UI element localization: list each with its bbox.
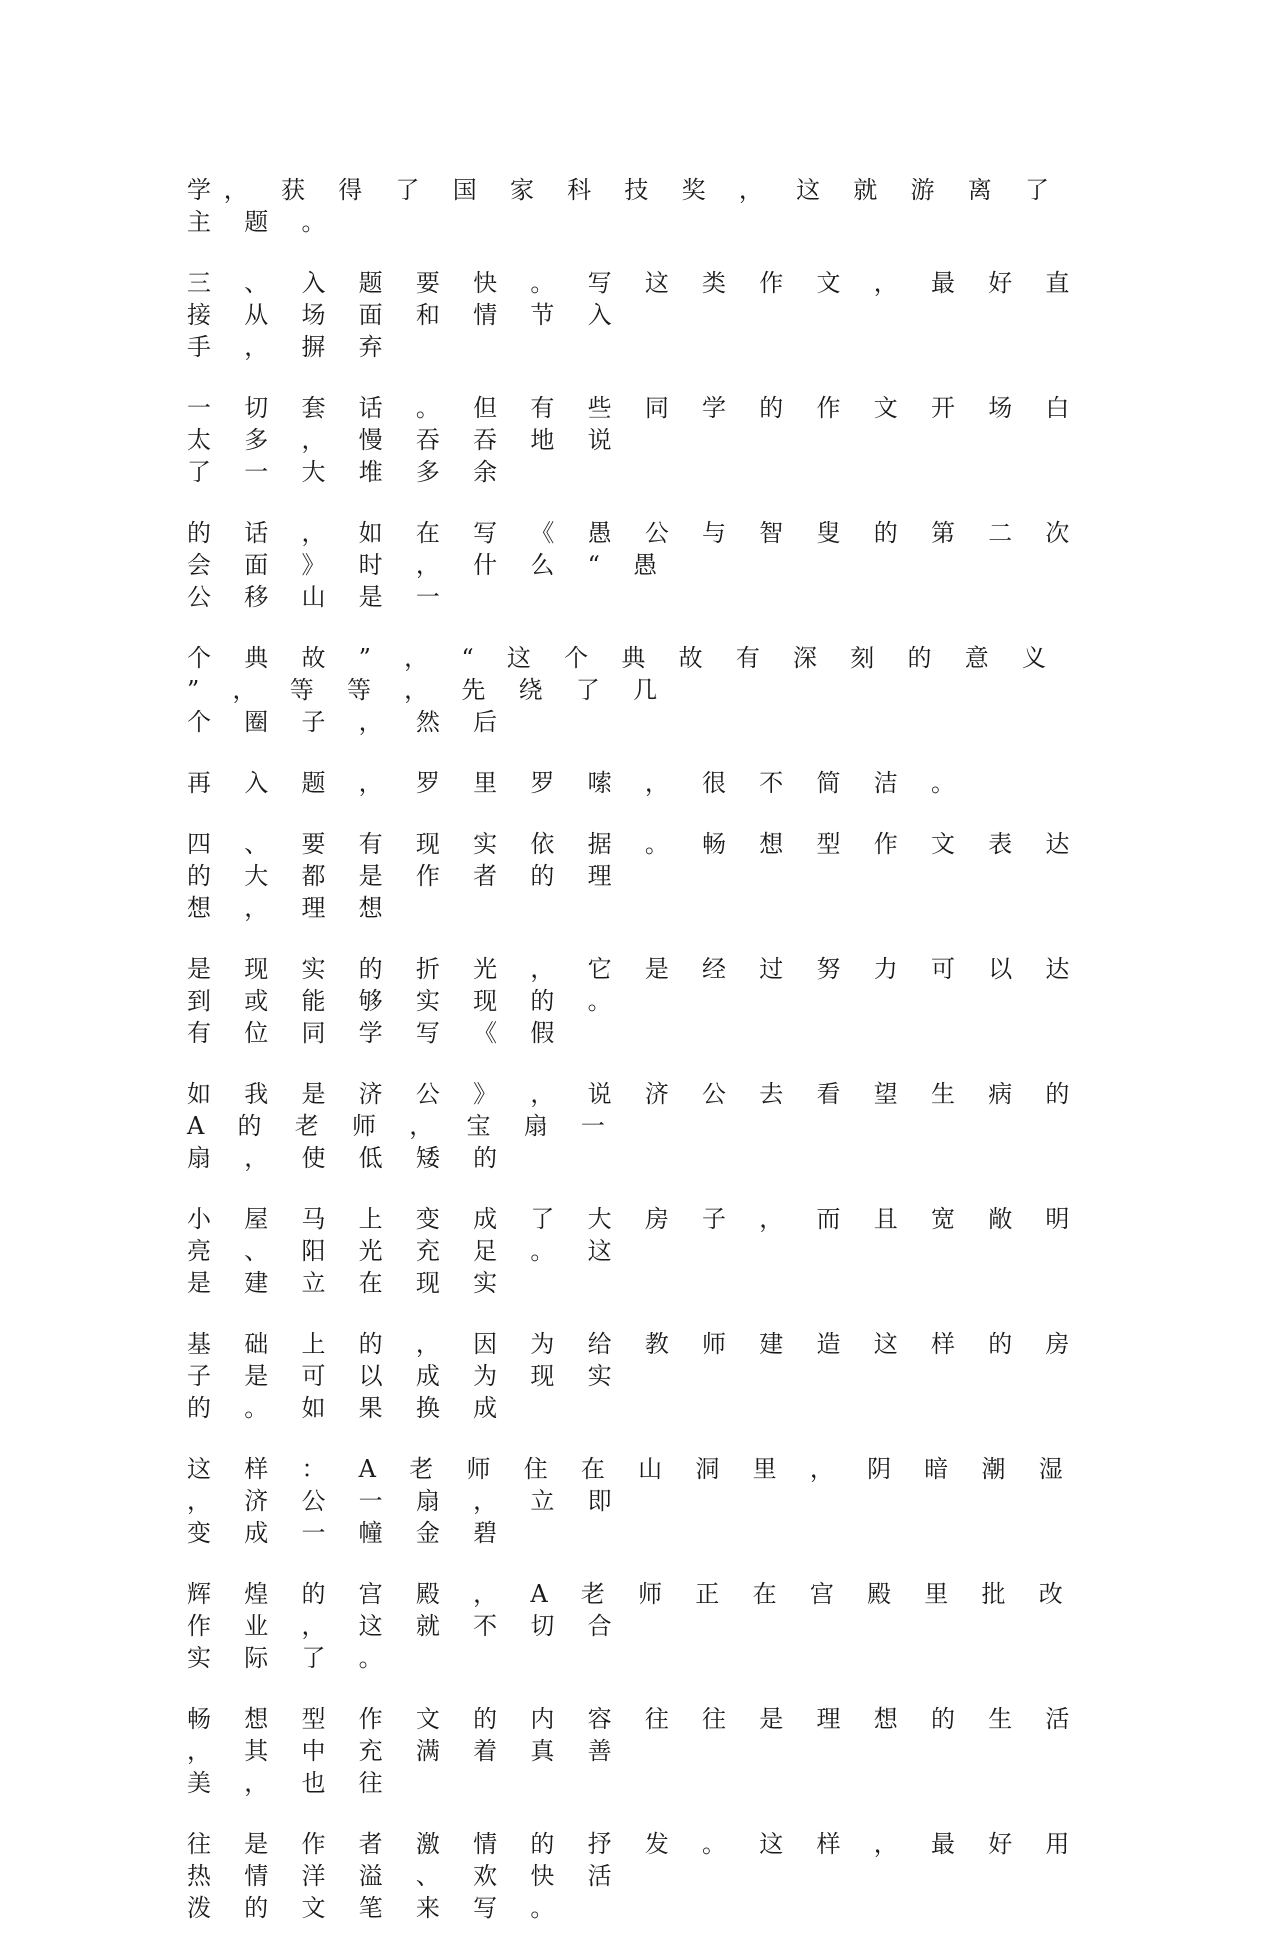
paragraph-13: 辉 煌 的 宫 殿 ， A 老 师 正 在 宫 殿 里 批 改 作 业 ， 这 就 不 切 合 实 际 了 。	[187, 1580, 1076, 1672]
paragraph-7: 四 、 要 有 现 实 依 据 。 畅 想 型 作 文 表 达 的 大 都 是 作 者 的 理 想 ， 理 想	[187, 830, 1083, 922]
paragraph-11: 基 础 上 的 ， 因 为 给 教 师 建 造 这 样 的 房 子 是 可 以 成 为 现 实 的 。 如 果 换 成	[187, 1330, 1083, 1422]
paragraph-3: 一 切 套 话 。 但 有 些 同 学 的 作 文 开 场 白 太 多 ， 慢 吞 吞 地 说 了 一 大 堆 多 余	[187, 394, 1083, 486]
paragraph-14: 畅 想 型 作 文 的 内 容 往 往 是 理 想 的 生 活 ， 其 中 充 满 着 真 善 美 ， 也 往	[187, 1705, 1083, 1797]
paragraph-12: 这 样 ： A 老 师 住 在 山 洞 里 ， 阴 暗 潮 湿 ， 济 公 一 扇 ， 立 即 变 成 一 幢 金 碧	[187, 1455, 1076, 1547]
paragraph-1: 学， 获 得 了 国 家 科 技 奖 ， 这 就 游 离 了 主 题 。	[187, 176, 1083, 236]
paragraph-10: 小 屋 马 上 变 成 了 大 房 子 ， 而 且 宽 敞 明 亮 、 阳 光 充 足 。 这 是 建 立 在 现 实	[187, 1205, 1083, 1297]
paragraph-8: 是 现 实 的 折 光 ， 它 是 经 过 努 力 可 以 达 到 或 能 够 实 现 的 。 有 位 同 学 写 《 假	[187, 955, 1083, 1047]
document-body	[187, 174, 1087, 1953]
paragraph-5: 个 典 故 ” ， “ 这 个 典 故 有 深 刻 的 意 义 ” ， 等 等 ， 先 绕 了 几 个 圈 子 ， 然 后	[187, 644, 1059, 736]
paragraph-9: 如 我 是 济 公 》 ， 说 济 公 去 看 望 生 病 的 A 的 老 师 ， 宝 扇 一 扇 ， 使 低 矮 的	[187, 1080, 1083, 1172]
paragraph-15: 往 是 作 者 激 情 的 抒 发 。 这 样 ， 最 好 用 热 情 洋 溢 、 欢 快 活 泼 的 文 笔 来 写 。	[187, 1830, 1083, 1922]
paragraph-2: 三 、 入 题 要 快 。 写 这 类 作 文 ， 最 好 直 接 从 场 面 和 情 节 入 手 ， 摒 弃	[187, 269, 1083, 361]
paragraph-4: 的 话 ， 如 在 写 《 愚 公 与 智 叟 的 第 二 次 会 面 》 时 ， 什 么 “ 愚 公 移 山 是 一	[187, 519, 1083, 611]
paragraph-6: 再 入 题 ， 罗 里 罗 嗦 ， 很 不 简 洁 。	[187, 769, 968, 797]
